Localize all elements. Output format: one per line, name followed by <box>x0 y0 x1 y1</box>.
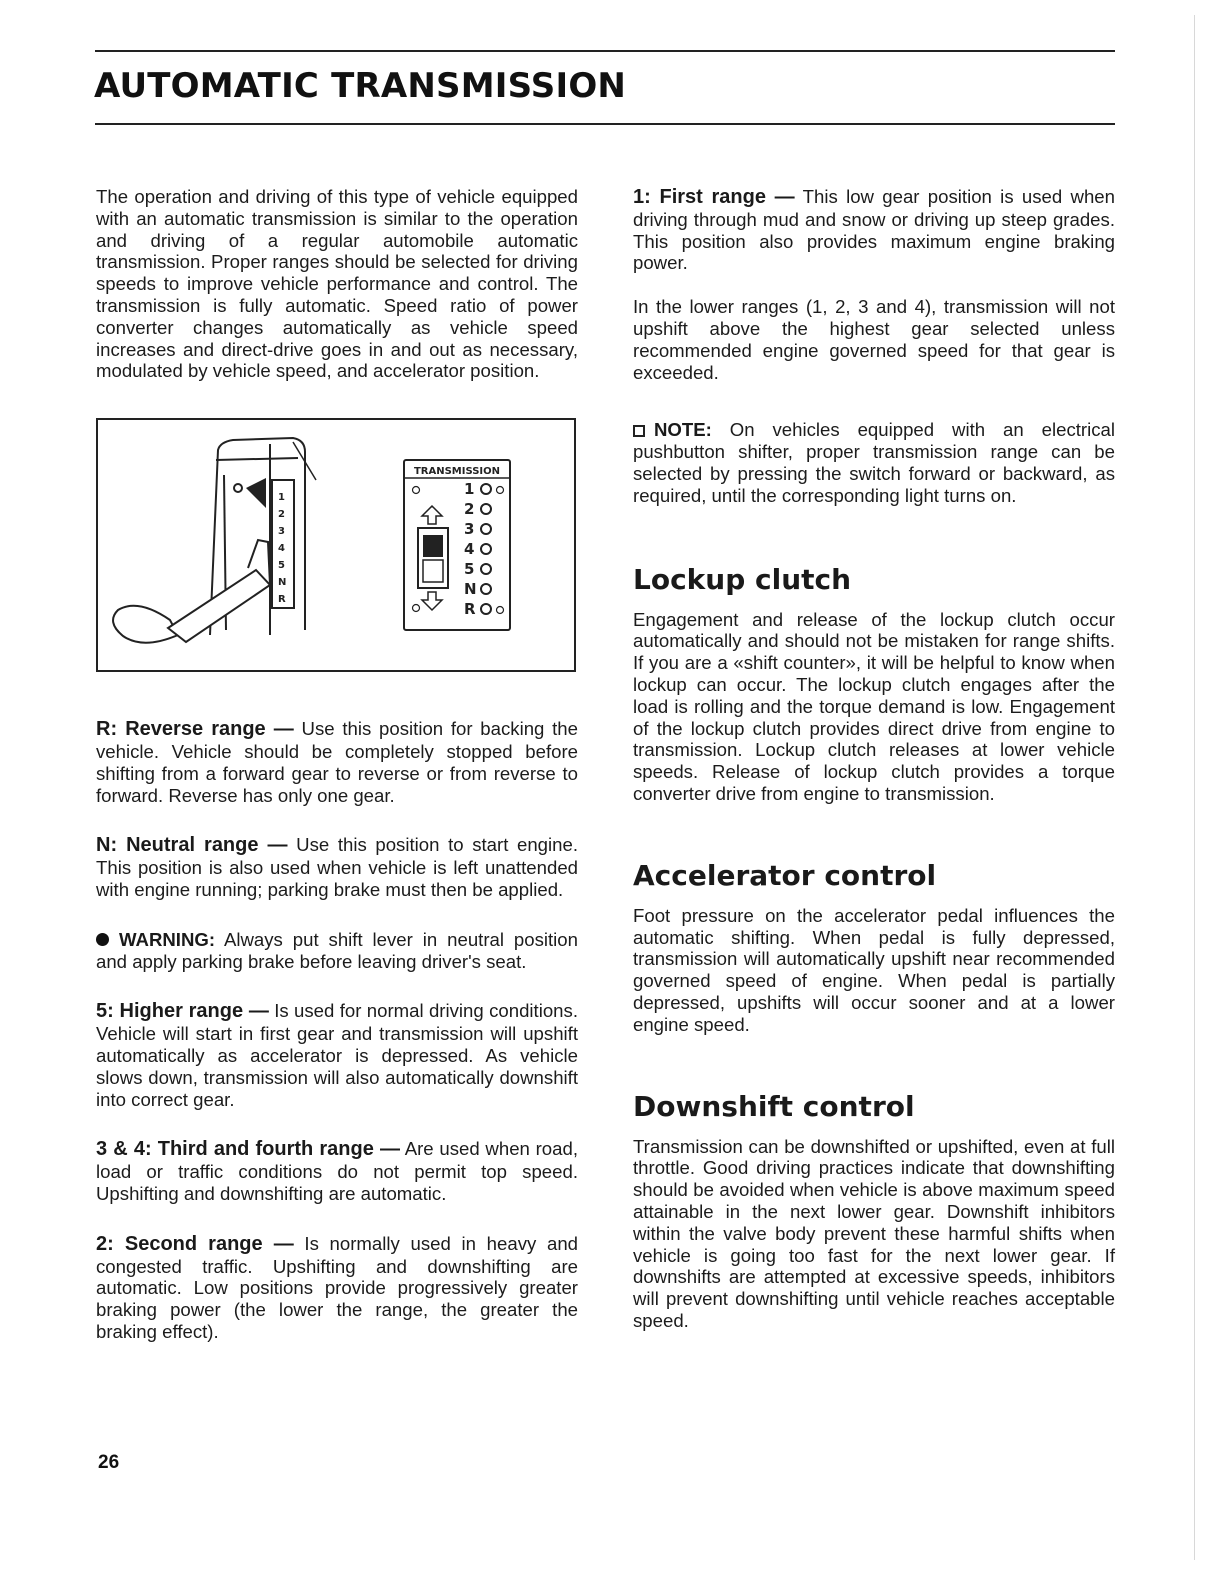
pushbutton-panel <box>404 460 510 630</box>
note-checkbox-icon <box>633 425 645 437</box>
lever-label-2: 2 <box>278 509 285 521</box>
intro-paragraph: The operation and driving of this type of vehicle equipped with an automatic transmission is similar to the operation and driving of a regular automobile automatic transmission. Proper ranges should be selected for driving speeds to improve vehicle performance and control. The transmission is fully automatic. Speed ratio of power converter changes automatically as vehicle speed increases and direct-drive goes in and out as necessary, modulated by vehicle speed, and accelerator position. <box>96 186 578 382</box>
page-number: 26 <box>98 1452 120 1473</box>
third-fourth-range-text: Are used when road, load or traffic conditions do not permit top speed. Upshifting and downshifting are automatic. <box>96 1138 578 1204</box>
title-rule-top <box>95 50 1115 52</box>
note-text: On vehicles equipped with an electrical pushbutton shifter, proper transmission range can be selected by pressing the switch forward or backward, as required, until the corresponding light turns on. <box>633 419 1115 506</box>
reverse-range-label: R: Reverse range — <box>96 718 294 741</box>
lever-label-5: 5 <box>278 560 285 572</box>
warning-bullet-icon <box>96 933 109 946</box>
lever-label-n: N <box>278 577 287 589</box>
downshift-control-paragraph: Transmission can be downshifted or upshifted, even at full throttle. Good driving practices indicate that downshifting should be avoided when vehicle is above maximum speed attainable in the next lower gear. Downshift inhibitors within the valve body prevent these harmful shifts when vehicle is going too fast for the next lower gear. If downshifts are attempted at excessive speeds, inhibitors will prevent downshifting until vehicle reaches acceptable speed. <box>633 1135 1115 1331</box>
lever-shifter <box>113 438 316 643</box>
lever-label-1: 1 <box>278 492 285 504</box>
button-label-2: 2 <box>464 500 475 519</box>
note-paragraph <box>633 419 1115 506</box>
warning-text: Always put shift lever in neutral position and apply parking brake before leaving driver's seat. <box>96 928 578 972</box>
button-label-n: N <box>464 580 477 599</box>
higher-range-text: Is used for normal driving conditions. Vehicle will start in first gear and transmission will upshift automatically as accelerator is depressed. As vehicle slows down, transmission will also automatically downshift into correct gear. <box>96 1000 578 1110</box>
third-fourth-range-paragraph <box>96 1138 578 1204</box>
lockup-clutch-heading: Lockup clutch <box>633 562 852 596</box>
screw-icon <box>497 487 504 494</box>
warning-label: WARNING: <box>119 928 216 950</box>
accelerator-control-heading: Accelerator control <box>633 858 937 892</box>
first-range-text: This low gear position is used when driving through mud and snow or driving up steep grades. This position also provides maximum engine braking power. <box>633 186 1115 274</box>
panel-title: TRANSMISSION <box>413 466 501 478</box>
screw-icon <box>413 605 420 612</box>
second-range-label: 2: Second range — <box>96 1232 294 1255</box>
screw-icon <box>497 607 504 614</box>
neutral-range-paragraph <box>96 834 578 900</box>
warning-paragraph <box>96 929 578 973</box>
button-label-4: 4 <box>464 540 475 559</box>
shifter-drawing <box>98 420 574 670</box>
shifter-illustration <box>96 418 576 672</box>
lever-label-3: 3 <box>278 526 285 538</box>
button-label-3: 3 <box>464 520 475 539</box>
neutral-range-label: N: Neutral range — <box>96 834 288 857</box>
title-rule-bottom <box>95 123 1115 125</box>
first-range-label: 1: First range — <box>633 186 795 208</box>
first-range-paragraph <box>633 186 1115 274</box>
page-edge-line <box>1194 15 1195 1560</box>
second-range-text: Is normally used in heavy and congested traffic. Upshifting and downshifting are automatic. Low positions provide progressively greater braking power (the lower the range, the greater the braking effect). <box>96 1232 578 1342</box>
lever-label-4: 4 <box>278 543 285 555</box>
reverse-range-paragraph <box>96 718 578 806</box>
neutral-range-text: Use this position to start engine. This position is also used when vehicle is left unattended with engine running; parking brake must then be applied. <box>96 834 578 900</box>
button-label-r: R <box>464 600 476 619</box>
page-title: AUTOMATIC TRANSMISSION <box>94 66 627 106</box>
accelerator-control-paragraph: Foot pressure on the accelerator pedal influences the automatic shifting. When pedal is fully depressed, transmission will automatically upshift near recommended governed speed of engine. When pedal is partially depressed, upshifts will occur sooner and at a lower engine speed. <box>633 904 1115 1035</box>
reverse-range-text: Use this position for backing the vehicle. Vehicle should be completely stopped before shifting from a forward gear to reverse or from reverse to forward. Reverse has only one gear. <box>96 718 578 806</box>
screw-icon <box>413 487 420 494</box>
button-label-5: 5 <box>464 560 475 579</box>
lower-ranges-paragraph: In the lower ranges (1, 2, 3 and 4), transmission will not upshift above the highest gear selected unless recommended engine governed speed for that gear is exceeded. <box>633 296 1115 383</box>
right-column <box>633 186 1115 1332</box>
lever-label-r: R <box>278 594 286 606</box>
higher-range-label: 5: Higher range — <box>96 1000 269 1023</box>
higher-range-paragraph <box>96 1000 578 1110</box>
third-fourth-range-label: 3 & 4: Third and fourth range — <box>96 1138 400 1161</box>
downshift-control-heading: Downshift control <box>633 1089 915 1123</box>
second-range-paragraph <box>96 1233 578 1343</box>
note-label: NOTE: <box>654 419 712 441</box>
lockup-clutch-paragraph: Engagement and release of the lockup clutch occur automatically and should not be mistaken for range shifts. If you are a «shift counter», it will be helpful to know when lockup can occur. The lockup clutch engages after the load is rolling and the torque demand is low. Engagement of the lockup clutch provides direct drive from engine to transmission. Lockup clutch releases at lower vehicle speeds. Release of lockup clutch provides a torque converter drive from engine to transmission. <box>633 608 1115 804</box>
left-column <box>96 186 578 1343</box>
button-label-1: 1 <box>464 480 475 499</box>
